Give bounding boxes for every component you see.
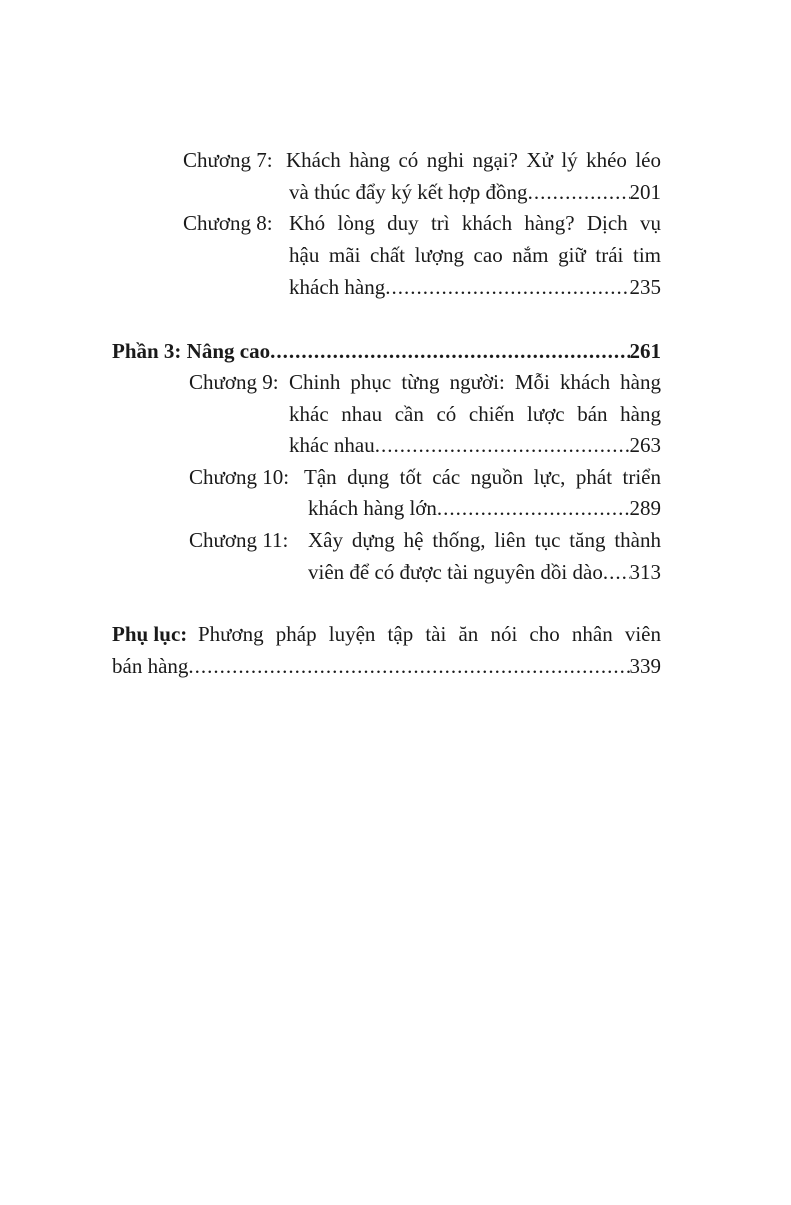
chapter-10-title-line-1: Tận dụng tốt các nguồn lực, phát triển	[304, 465, 661, 489]
part-3-entry	[112, 336, 661, 367]
leader-dots	[188, 651, 629, 682]
part-3-title: Phần 3: Nâng cao	[112, 339, 271, 363]
chapter-11-label: Chương 11:	[189, 528, 289, 552]
chapter-9-title-line-3: khác nhau	[289, 433, 375, 457]
appendix-label: Phụ lục:	[112, 622, 188, 646]
leader-dots	[528, 177, 630, 208]
chapter-11-title-line-1: Xây dựng hệ thống, liên tục tăng thành	[308, 528, 661, 552]
chapter-7-page-number: 201	[629, 180, 661, 204]
chapter-11-title-line-2: viên để có được tài nguyên dồi dào	[308, 560, 603, 584]
chapter-8-title-line-3: khách hàng	[289, 275, 386, 299]
leader-dots	[375, 430, 630, 461]
chapter-8-title-line-1: Khó lòng duy trì khách hàng? Dịch vụ	[289, 211, 661, 235]
appendix-page-number: 339	[629, 654, 661, 678]
chapter-10-entry	[308, 493, 661, 524]
chapter-9-title-line-2: khác nhau cần có chiến lược bán hàng	[289, 402, 661, 426]
leader-dots	[385, 272, 629, 303]
part-3-page-number: 261	[629, 339, 661, 363]
chapter-7-entry	[289, 177, 661, 208]
appendix-title-line-2: bán hàng	[112, 654, 189, 678]
chapter-7-label: Chương 7:	[183, 148, 273, 172]
chapter-11-page-number: 313	[629, 560, 661, 584]
chapter-10-label: Chương 10:	[189, 465, 290, 489]
chapter-8-label: Chương 8:	[183, 211, 273, 235]
leader-dots	[603, 557, 630, 588]
appendix-title-line-1: Phương pháp luyện tập tài ăn nói cho nhân viên	[198, 622, 661, 646]
leader-dots	[437, 493, 630, 524]
chapter-7-title-line-1: Khách hàng có nghi ngại? Xử lý khéo léo	[286, 148, 661, 172]
chapter-9-page-number: 263	[629, 433, 661, 457]
chapter-8-entry	[289, 272, 661, 303]
leader-dots	[270, 336, 629, 367]
chapter-7-title-line-2: và thúc đẩy ký kết hợp đồng	[289, 180, 528, 204]
chapter-9-label: Chương 9:	[189, 370, 279, 394]
chapter-8-title-line-2: hậu mãi chất lượng cao nắm giữ trái tim	[289, 243, 661, 267]
chapter-8-page-number: 235	[629, 275, 661, 299]
chapter-9-entry	[289, 430, 661, 461]
chapter-10-page-number: 289	[629, 496, 661, 520]
appendix-entry	[112, 651, 661, 682]
chapter-11-entry	[308, 557, 661, 588]
chapter-10-title-line-2: khách hàng lớn	[308, 496, 437, 520]
chapter-9-title-line-1: Chinh phục từng người: Mỗi khách hàng	[289, 370, 661, 394]
